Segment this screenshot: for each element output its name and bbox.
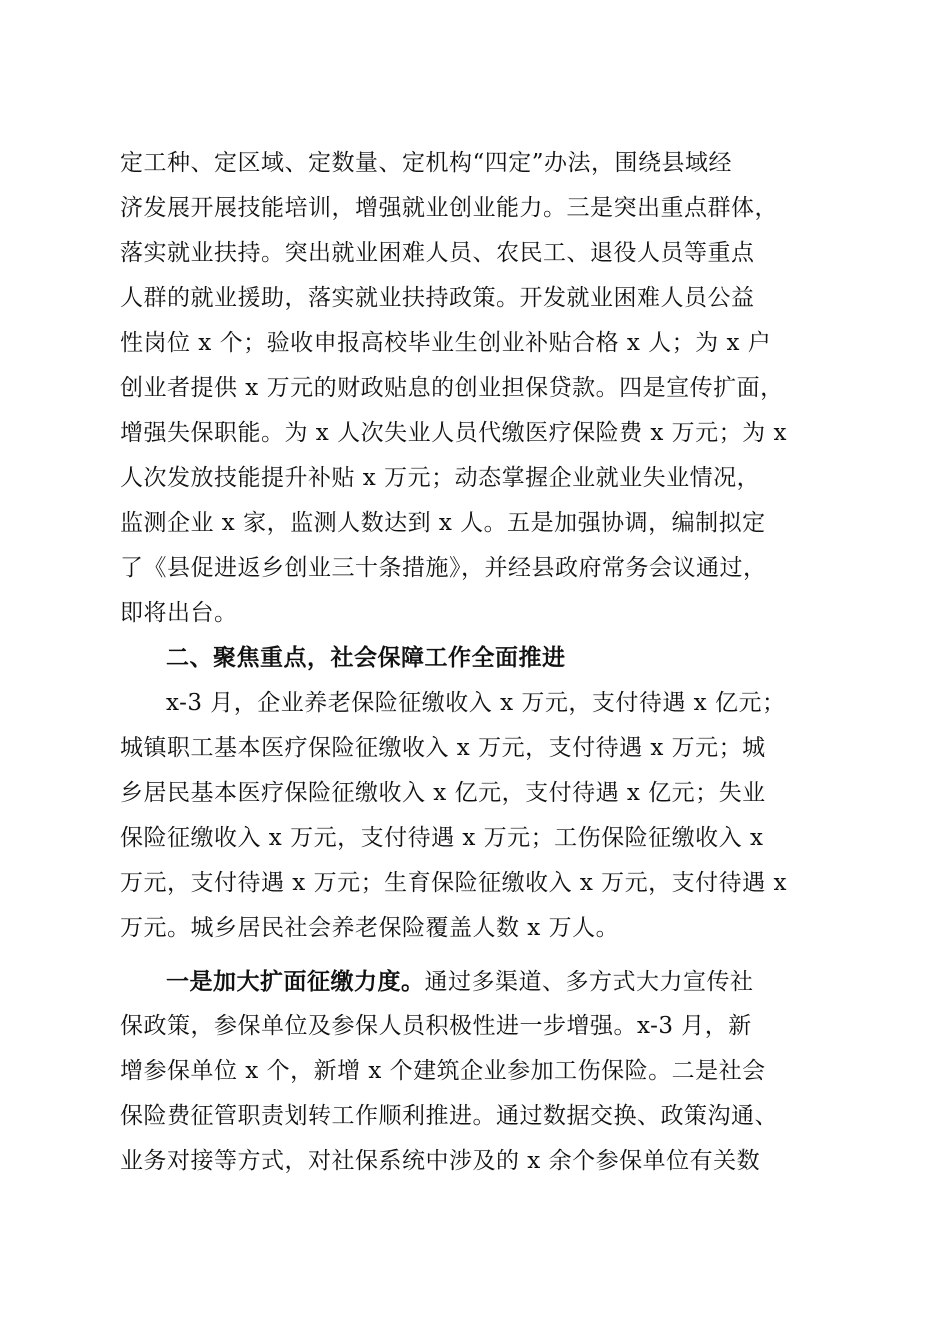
- paragraph-line: 增强失保职能。为 x 人次失业人员代缴医疗保险费 x 万元；为 x: [120, 420, 787, 446]
- paragraph-line: 了《县促进返乡创业三十条措施》，并经县政府常务会议通过，: [120, 555, 767, 581]
- paragraph-line: 增参保单位 x 个，新增 x 个建筑企业参加工伤保险。二是社会: [120, 1058, 766, 1084]
- paragraph-line: 保险费征管职责划转工作顺利推进。通过数据交换、政策沟通、: [120, 1103, 778, 1129]
- paragraph-line: 济发展开展技能培训，增强就业创业能力。三是突出重点群体，: [120, 195, 778, 221]
- paragraph-line: 城镇职工基本医疗保险征缴收入 x 万元，支付待遇 x 万元；城: [120, 735, 766, 761]
- paragraph-line: 监测企业 x 家，监测人数达到 x 人。五是加强协调，编制拟定: [120, 510, 766, 536]
- paragraph-expansion: [120, 959, 832, 1184]
- paragraph-line: 业务对接等方式，对社保系统中涉及的 x 余个参保单位有关数: [120, 1148, 761, 1174]
- paragraph-employment: [120, 141, 832, 636]
- paragraph-social-security-stats: [120, 681, 832, 951]
- paragraph-line: 万元。城乡居民社会养老保险覆盖人数 x 万人。: [120, 915, 620, 941]
- paragraph-line: 人次发放技能提升补贴 x 万元；动态掌握企业就业失业情况，: [120, 465, 761, 491]
- document-body: [120, 141, 832, 1184]
- paragraph-line: 保险征缴收入 x 万元，支付待遇 x 万元；工伤保险征缴收入 x: [120, 825, 764, 851]
- paragraph-line: [120, 959, 832, 1004]
- paragraph-line: 落实就业扶持。突出就业困难人员、农民工、退役人员等重点: [120, 240, 755, 266]
- paragraph-line: 创业者提供 x 万元的财政贴息的创业担保贷款。四是宣传扩面，: [120, 375, 784, 401]
- bold-lead-phrase: 一是加大扩面征缴力度。: [166, 968, 425, 995]
- paragraph-line: 定工种、定区域、定数量、定机构“四定”办法，围绕县域经: [120, 150, 733, 176]
- paragraph-line: 性岗位 x 个；验收申报高校毕业生创业补贴合格 x 人；为 x 户: [120, 330, 772, 356]
- paragraph-line: 保政策，参保单位及参保人员积极性进一步增强。x-3 月，新: [120, 1013, 752, 1039]
- paragraph-line: 即将出台。: [120, 600, 238, 626]
- paragraph-spacer: [120, 951, 832, 959]
- paragraph-line: 人群的就业援助，落实就业扶持政策。开发就业困难人员公益: [120, 285, 755, 311]
- paragraph-line: 万元，支付待遇 x 万元；生育保险征缴收入 x 万元，支付待遇 x: [120, 870, 787, 896]
- section-heading: 二、聚焦重点，社会保障工作全面推进: [166, 645, 566, 671]
- lead-line-rest: 通过多渠道、多方式大力宣传社: [424, 969, 754, 995]
- paragraph-line: x-3 月，企业养老保险征缴收入 x 万元，支付待遇 x 亿元；: [166, 690, 786, 716]
- paragraph-line: 乡居民基本医疗保险征缴收入 x 亿元，支付待遇 x 亿元；失业: [120, 780, 766, 806]
